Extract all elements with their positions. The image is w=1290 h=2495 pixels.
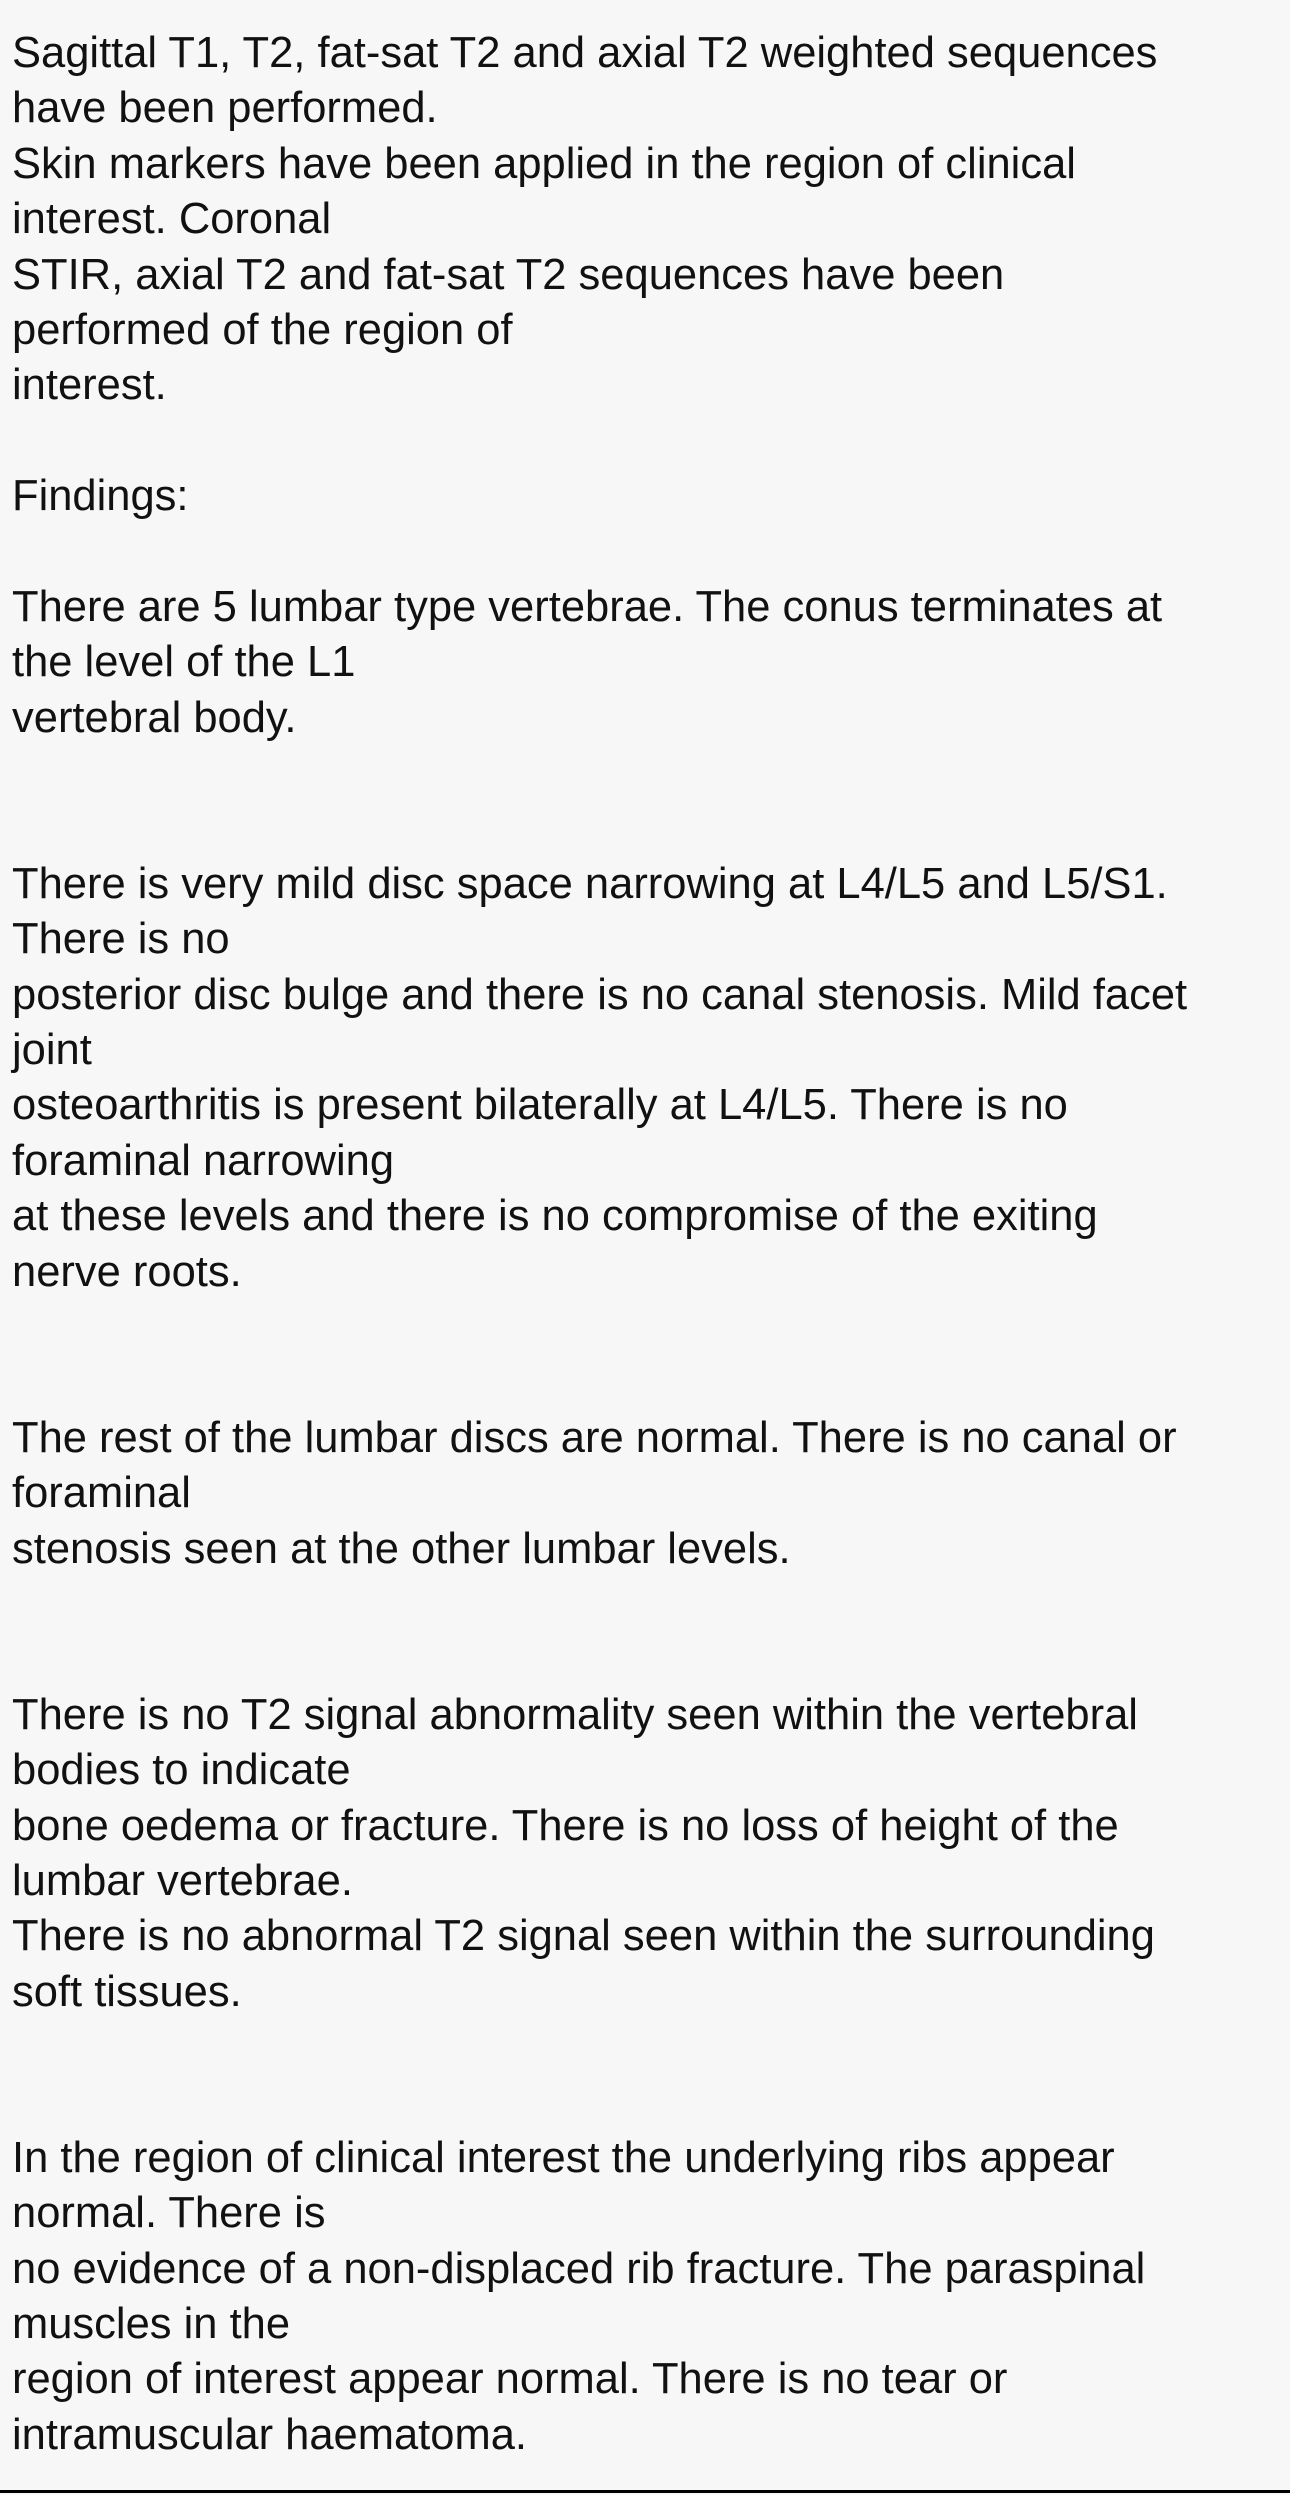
report-line: There is no xyxy=(12,915,230,964)
report-line: muscles in the xyxy=(12,2300,291,2349)
report-line: There is no abnormal T2 signal seen within the surrounding xyxy=(12,1912,1155,1961)
report-line: intramuscular haematoma. xyxy=(12,2410,527,2459)
report-line: have been performed. xyxy=(12,84,438,133)
report-line: foraminal xyxy=(12,1469,191,1518)
report-line: nerve roots. xyxy=(12,1247,242,1296)
report-line: osteoarthritis is present bilaterally at L4/L5. There is no xyxy=(12,1081,1068,1130)
blank-line xyxy=(12,525,1282,580)
vertebrae-paragraph xyxy=(12,580,1282,746)
report-line: bodies to indicate xyxy=(12,1746,351,1795)
blank-lines xyxy=(12,1300,1282,1411)
other-discs-paragraph xyxy=(12,1411,1282,1577)
disc-narrowing-paragraph xyxy=(12,857,1282,1300)
report-line: interest. xyxy=(12,361,167,410)
ribs-paragraph xyxy=(12,2131,1282,2463)
report-line: region of interest appear normal. There is no tear or xyxy=(12,2355,1008,2404)
report-line: performed of the region of xyxy=(12,305,513,354)
report-line: Sagittal T1, T2, fat-sat T2 and axial T2 weighted sequences xyxy=(12,29,1158,77)
report-line: lumbar vertebrae. xyxy=(12,1856,353,1905)
report-line: There is very mild disc space narrowing at L4/L5 and L5/S1. xyxy=(12,859,1168,908)
report-line: no evidence of a non-displaced rib fracture. The paraspinal xyxy=(12,2244,1146,2293)
bottom-divider xyxy=(0,2490,1290,2493)
report-line: the level of the L1 xyxy=(12,638,356,687)
report-line: The rest of the lumbar discs are normal. There is no canal or xyxy=(12,1413,1177,1462)
findings-heading xyxy=(12,469,1282,524)
report-line: vertebral body. xyxy=(12,693,297,742)
findings-heading-text: Findings: xyxy=(12,472,189,521)
report-line: soft tissues. xyxy=(12,1967,242,2016)
blank-lines xyxy=(12,1577,1282,1688)
report-line: interest. Coronal xyxy=(12,195,332,244)
report-line: normal. There is xyxy=(12,2189,326,2238)
report-line: joint xyxy=(12,1026,92,1075)
report-line: STIR, axial T2 and fat-sat T2 sequences have been xyxy=(12,250,1005,299)
report-line: stenosis seen at the other lumbar levels. xyxy=(12,1524,791,1573)
report-text xyxy=(12,26,1282,2463)
report-line: posterior disc bulge and there is no canal stenosis. Mild facet xyxy=(12,970,1188,1019)
report-line: There is no T2 signal abnormality seen within the vertebral xyxy=(12,1690,1138,1739)
blank-lines xyxy=(12,2020,1282,2131)
blank-lines xyxy=(12,746,1282,857)
technique-paragraph xyxy=(12,26,1282,414)
report-line: There are 5 lumbar type vertebrae. The conus terminates at xyxy=(12,582,1163,631)
report-line: Skin markers have been applied in the region of clinical xyxy=(12,139,1076,188)
blank-line xyxy=(12,414,1282,469)
signal-paragraph xyxy=(12,1688,1282,2020)
report-line: foraminal narrowing xyxy=(12,1136,395,1185)
report-line: at these levels and there is no compromise of the exiting xyxy=(12,1192,1098,1241)
report-line: In the region of clinical interest the underlying ribs appear xyxy=(12,2133,1115,2182)
report-line: bone oedema or fracture. There is no loss of height of the xyxy=(12,1801,1119,1850)
